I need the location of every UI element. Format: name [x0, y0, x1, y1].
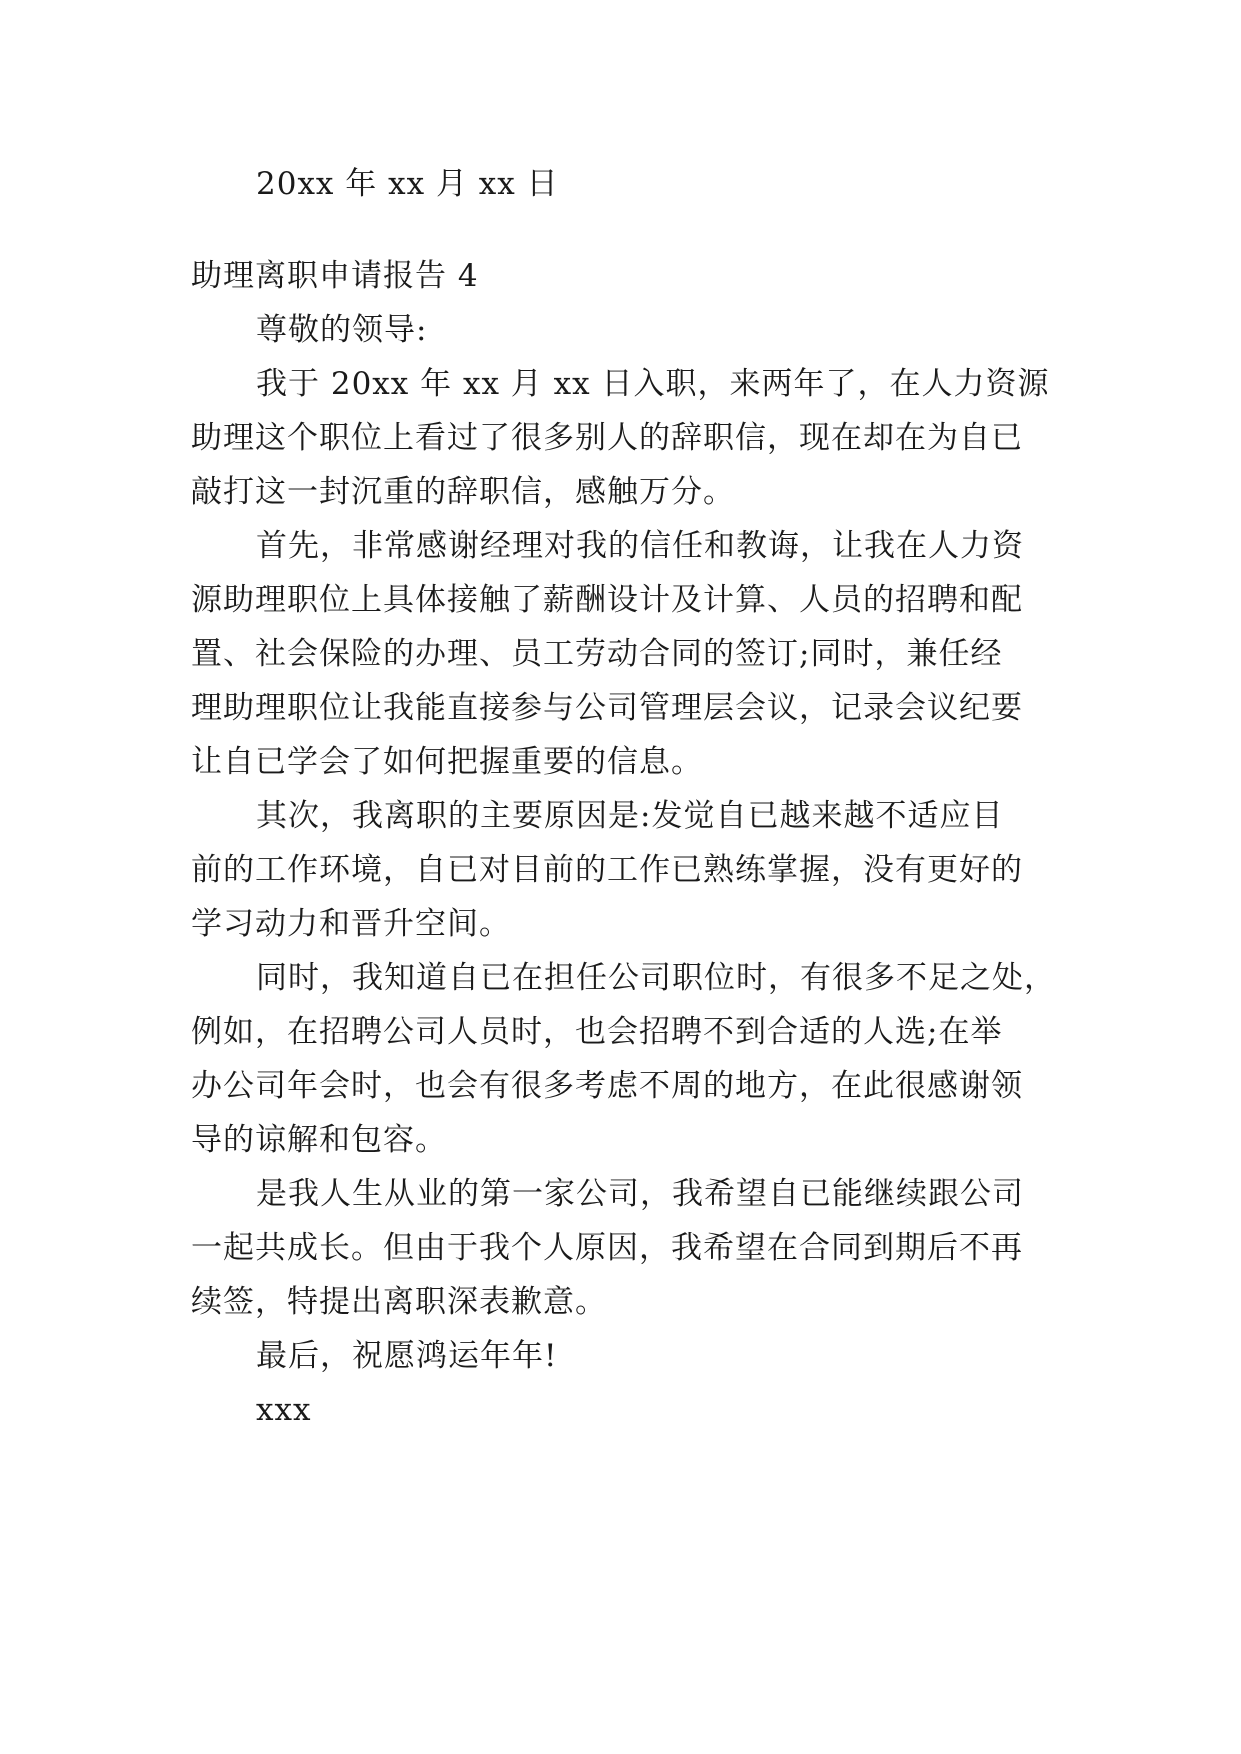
paragraph-1-line-3: 敲打这一封沉重的辞职信，感触万分。	[191, 474, 735, 510]
paragraph-2-line-2: 源助理职位上具体接触了薪酬设计及计算、人员的招聘和配	[191, 582, 1023, 618]
paragraph-5-line-1: 是我人生从业的第一家公司，我希望自已能继续跟公司	[256, 1176, 1024, 1212]
paragraph-2-line-1: 首先，非常感谢经理对我的信任和教诲，让我在人力资	[256, 528, 1024, 564]
paragraph-2-line-4: 理助理职位让我能直接参与公司管理层会议，记录会议纪要	[191, 690, 1023, 726]
paragraph-3-line-3: 学习动力和晋升空间。	[191, 906, 511, 942]
paragraph-1-line-1: 我于 20xx 年 xx 月 xx 日入职，来两年了，在人力资源	[256, 366, 1050, 402]
paragraph-2-line-3: 置、社会保险的办理、员工劳动合同的签订;同时，兼任经	[191, 636, 1003, 672]
paragraph-3-line-2: 前的工作环境，自已对目前的工作已熟练掌握，没有更好的	[191, 852, 1023, 888]
paragraph-4-line-4: 导的谅解和包容。	[191, 1122, 447, 1158]
paragraph-3-line-1: 其次，我离职的主要原因是:发觉自已越来越不适应目	[256, 798, 1004, 834]
closing: 最后，祝愿鸿运年年!	[256, 1338, 558, 1374]
date-line: 20xx 年 xx 月 xx 日	[256, 166, 559, 202]
paragraph-1-line-2: 助理这个职位上看过了很多别人的辞职信，现在却在为自已	[191, 420, 1023, 456]
paragraph-4-line-3: 办公司年会时，也会有很多考虑不周的地方，在此很感谢领	[191, 1068, 1023, 1104]
document-title: 助理离职申请报告 4	[191, 258, 479, 294]
salutation: 尊敬的领导:	[256, 312, 428, 348]
paragraph-2-line-5: 让自已学会了如何把握重要的信息。	[191, 744, 703, 780]
paragraph-5-line-2: 一起共成长。但由于我个人原因，我希望在合同到期后不再	[191, 1230, 1023, 1266]
paragraph-5-line-3: 续签，特提出离职深表歉意。	[191, 1284, 607, 1320]
paragraph-4-line-1: 同时，我知道自已在担任公司职位时，有很多不足之处，	[256, 960, 1056, 996]
signature: xxx	[256, 1392, 312, 1428]
paragraph-4-line-2: 例如，在招聘公司人员时，也会招聘不到合适的人选;在举	[191, 1014, 1003, 1050]
